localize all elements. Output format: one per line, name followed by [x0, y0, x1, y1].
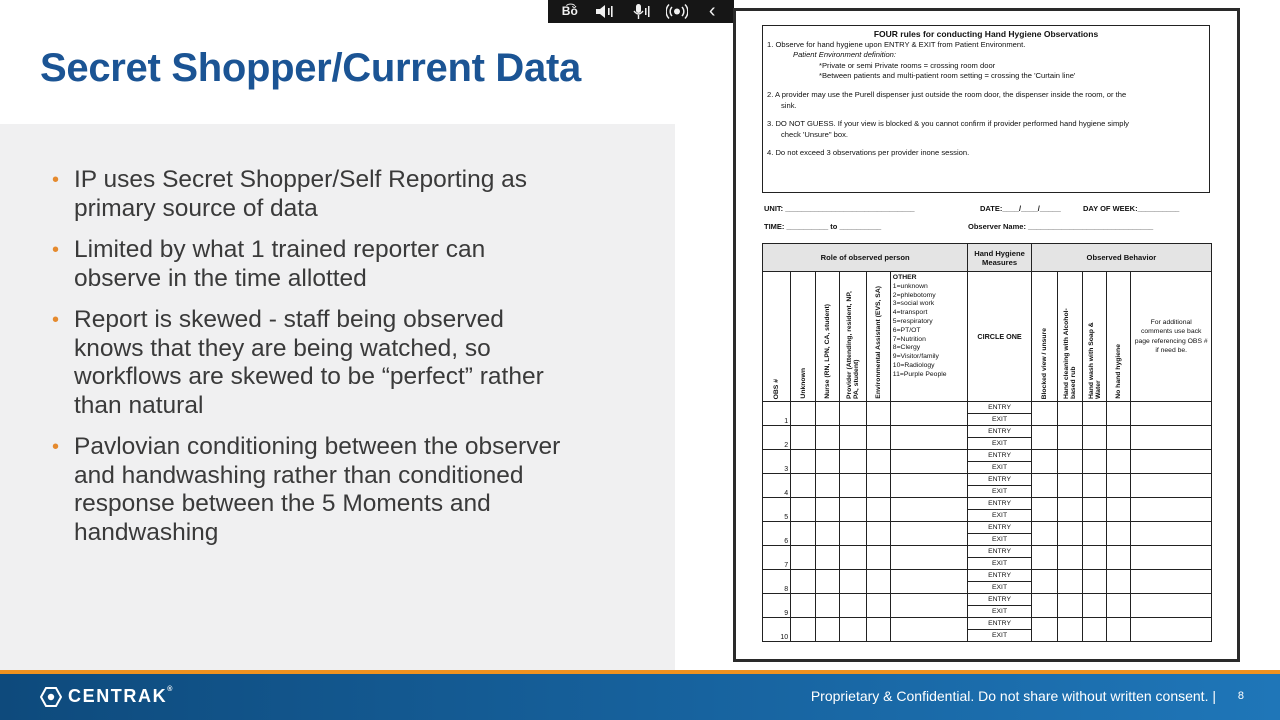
obs-number: 10 — [763, 618, 791, 642]
table-cell — [1031, 426, 1057, 450]
obs-number: 3 — [763, 450, 791, 474]
entry-exit-cell — [968, 618, 1031, 642]
obs-number: 8 — [763, 570, 791, 594]
bullet-marker: • — [52, 239, 60, 261]
page-number: 8 — [1237, 690, 1244, 702]
table-cell — [1031, 402, 1057, 426]
exit-label: EXIT — [968, 413, 1030, 425]
env-label: Environmental Assistant (EVS, SA) — [874, 286, 882, 399]
entry-label: ENTRY — [988, 500, 1011, 507]
table-cell — [866, 546, 890, 570]
table-cell — [1057, 570, 1082, 594]
table-cell — [866, 474, 890, 498]
obs-column — [763, 272, 791, 402]
observer-name-field: Observer Name: ______________________________ — [968, 222, 1154, 231]
table-cell — [840, 546, 866, 570]
other-item: 3=social work — [892, 300, 935, 308]
table-row — [763, 522, 1212, 546]
table-cell — [1083, 450, 1107, 474]
table-cell — [840, 426, 866, 450]
other-title: OTHER — [892, 274, 917, 281]
table-cell — [1131, 546, 1212, 570]
table-cell — [890, 474, 968, 498]
other-item: 4=transport — [892, 309, 928, 317]
table-cell — [1083, 402, 1107, 426]
table-cell — [1131, 570, 1212, 594]
table-cell — [840, 594, 866, 618]
table-cell — [791, 594, 816, 618]
captions-icon[interactable]: B͡ŏ — [561, 4, 578, 18]
entry-label: ENTRY — [988, 548, 1011, 555]
registered-mark: ® — [167, 686, 173, 693]
table-cell — [866, 594, 890, 618]
date-field: DATE:____/____/_____ — [980, 204, 1061, 213]
exit-label: EXIT — [968, 581, 1030, 593]
entry-exit-cell — [968, 450, 1031, 474]
table-row — [763, 570, 1212, 594]
other-item: 2=phlebotomy — [892, 291, 936, 299]
exit-label: EXIT — [968, 557, 1030, 569]
table-cell — [1131, 426, 1212, 450]
table-cell — [840, 570, 866, 594]
rule-1: 1. Observe for hand hygiene upon ENTRY & EXIT from Patient Environment. — [767, 39, 1026, 49]
bullet-item — [52, 236, 572, 293]
table-cell — [890, 570, 968, 594]
table-cell — [1031, 570, 1057, 594]
table-cell — [1107, 546, 1131, 570]
role-header: Role of observed person — [763, 244, 968, 272]
other-item: 11=Purple People — [892, 370, 947, 378]
unit-field: UNIT: _______________________________ — [764, 204, 915, 213]
other-item: 1=unknown — [892, 282, 928, 290]
table-cell — [816, 594, 840, 618]
entry-label: ENTRY — [988, 596, 1011, 603]
table-cell — [1031, 474, 1057, 498]
table-cell — [1107, 522, 1131, 546]
table-cell — [1031, 522, 1057, 546]
other-item: 8=Clergy — [892, 344, 921, 352]
entry-label: ENTRY — [988, 404, 1011, 411]
table-cell — [791, 426, 816, 450]
table-cell — [1031, 618, 1057, 642]
table-cell — [791, 474, 816, 498]
no-hygiene-column — [1107, 272, 1131, 402]
table-cell — [1131, 498, 1212, 522]
table-cell — [866, 450, 890, 474]
table-cell — [1083, 618, 1107, 642]
table-cell — [840, 498, 866, 522]
obs-label: OBS # — [773, 378, 781, 399]
bullet-text: Report is skewed - staff being observed knows that they are being watched, so workflows are skewed to be “perfect” rather than natural — [74, 306, 544, 419]
bullet-text: IP uses Secret Shopper/Self Reporting as primary source of data — [74, 166, 528, 222]
rules-box — [762, 25, 1210, 193]
bullet-marker: • — [52, 309, 60, 331]
obs-number: 2 — [763, 426, 791, 450]
table-row — [763, 498, 1212, 522]
obs-number: 4 — [763, 474, 791, 498]
table-cell — [791, 570, 816, 594]
entry-label: ENTRY — [988, 476, 1011, 483]
table-cell — [1031, 498, 1057, 522]
table-cell — [816, 474, 840, 498]
table-cell — [1057, 402, 1082, 426]
entry-exit-cell — [968, 522, 1031, 546]
exit-label: EXIT — [968, 461, 1030, 473]
bullet-text: Pavlovian conditioning between the observer and handwashing rather than conditioned response between the 5 Moments and handwashing — [74, 433, 561, 546]
table-cell — [1107, 426, 1131, 450]
no-hygiene-label: No hand hygiene — [1115, 344, 1123, 399]
table-cell — [890, 594, 968, 618]
observation-rows — [763, 402, 1212, 642]
table-row — [763, 426, 1212, 450]
footer-bar — [0, 674, 1280, 720]
table-cell — [1131, 522, 1212, 546]
table-cell — [816, 522, 840, 546]
table-cell — [816, 570, 840, 594]
env-column — [866, 272, 890, 402]
entry-exit-cell — [968, 402, 1031, 426]
table-cell — [840, 522, 866, 546]
table-cell — [866, 570, 890, 594]
table-cell — [1083, 498, 1107, 522]
unknown-label: Unknown — [799, 368, 807, 399]
table-cell — [866, 522, 890, 546]
cleaning-label: Hand cleaning with Alcohol-based rub — [1062, 308, 1077, 399]
other-item: 5=respiratory — [892, 317, 933, 325]
rule-2-cont: sink. — [781, 100, 797, 110]
table-cell — [890, 402, 968, 426]
nurse-column — [816, 272, 840, 402]
table-cell — [1031, 450, 1057, 474]
microphone-icon[interactable] — [628, 0, 654, 23]
table-cell — [816, 402, 840, 426]
table-cell — [866, 498, 890, 522]
table-cell — [866, 426, 890, 450]
exit-label: EXIT — [968, 437, 1030, 449]
behavior-header: Observed Behavior — [1031, 244, 1211, 272]
entry-exit-cell — [968, 474, 1031, 498]
observation-table — [762, 243, 1212, 642]
rule-4: 4. Do not exceed 3 observations per provider inone session. — [767, 148, 970, 158]
confidential-notice: Proprietary & Confidential. Do not share without written consent. | — [810, 688, 1216, 704]
logo-wordmark: CENTRAK — [68, 686, 168, 706]
table-cell — [840, 618, 866, 642]
table-cell — [791, 546, 816, 570]
other-item: 7=Nutrition — [892, 335, 926, 343]
table-cell — [866, 402, 890, 426]
table-cell — [890, 618, 968, 642]
rule-2: 2. A provider may use the Purell dispenser just outside the room door, the dispenser inside the room, or the — [767, 89, 1127, 99]
exit-label: EXIT — [968, 533, 1030, 545]
table-cell — [890, 546, 968, 570]
table-row — [763, 594, 1212, 618]
table-cell — [890, 426, 968, 450]
exit-label: EXIT — [968, 629, 1030, 641]
table-row — [763, 402, 1212, 426]
wash-column — [1083, 272, 1107, 402]
table-cell — [1107, 402, 1131, 426]
table-cell — [840, 402, 866, 426]
table-cell — [791, 618, 816, 642]
slide-title: Secret Shopper/Current Data — [40, 46, 581, 90]
table-cell — [1107, 498, 1131, 522]
entry-exit-cell — [968, 498, 1031, 522]
rule-1-a: *Private or semi Private rooms = crossing room door — [819, 60, 996, 70]
table-cell — [1057, 426, 1082, 450]
obs-number: 1 — [763, 402, 791, 426]
table-cell — [840, 450, 866, 474]
blocked-label: Blocked view / unsure — [1040, 327, 1048, 399]
rule-1-b: *Between patients and multi-patient room setting = crossing the 'Curtain line' — [819, 71, 1076, 81]
exit-label: EXIT — [968, 485, 1030, 497]
obs-number: 7 — [763, 546, 791, 570]
table-cell — [1131, 594, 1212, 618]
nurse-label: Nurse (RN, LPN, CA, student) — [824, 304, 832, 399]
table-cell — [890, 522, 968, 546]
table-cell — [1083, 594, 1107, 618]
entry-label: ENTRY — [988, 428, 1011, 435]
table-cell — [816, 450, 840, 474]
entry-exit-cell — [968, 426, 1031, 450]
provider-label: Provider (Attending, resident, NP, PA, student) — [846, 291, 861, 399]
circle-one-label: CIRCLE ONE — [968, 272, 1031, 402]
rule-1-definition: Patient Environment definition: — [793, 50, 896, 60]
entry-label: ENTRY — [988, 524, 1011, 531]
table-cell — [816, 426, 840, 450]
table-cell — [1031, 594, 1057, 618]
table-cell — [866, 618, 890, 642]
bullet-marker: • — [52, 169, 60, 191]
broadcast-icon[interactable] — [664, 0, 690, 23]
table-cell — [1057, 498, 1082, 522]
table-cell — [1107, 474, 1131, 498]
rule-3-cont: check 'Unsure" box. — [781, 129, 849, 139]
table-cell — [1083, 474, 1107, 498]
table-row — [763, 450, 1212, 474]
bullet-marker: • — [52, 436, 60, 458]
table-cell — [1057, 450, 1082, 474]
table-cell — [840, 474, 866, 498]
table-cell — [791, 498, 816, 522]
bullet-item — [52, 306, 572, 420]
provider-column — [840, 272, 866, 402]
day-of-week-field: DAY OF WEEK:__________ — [1083, 204, 1180, 213]
table-cell — [1107, 618, 1131, 642]
measures-header: Hand Hygiene Measures — [968, 244, 1031, 272]
table-cell — [890, 498, 968, 522]
table-cell — [1131, 450, 1212, 474]
table-cell — [1131, 402, 1212, 426]
table-cell — [1057, 474, 1082, 498]
table-cell — [1083, 522, 1107, 546]
table-row — [763, 618, 1212, 642]
time-field: TIME: __________ to __________ — [764, 222, 882, 231]
table-cell — [816, 618, 840, 642]
centrak-logo — [40, 686, 172, 707]
observation-form-image — [733, 8, 1240, 662]
table-cell — [890, 450, 968, 474]
table-cell — [1083, 570, 1107, 594]
logo-text — [68, 686, 172, 707]
table-cell — [1057, 546, 1082, 570]
media-toolbar — [548, 0, 734, 23]
bullet-text: Limited by what 1 trained reporter can observe in the time allotted — [74, 236, 486, 292]
bullet-item — [52, 433, 572, 547]
entry-exit-cell — [968, 570, 1031, 594]
table-cell — [791, 450, 816, 474]
other-column — [890, 272, 968, 402]
table-cell — [1131, 618, 1212, 642]
wash-label: Hand wash with Soap & Water — [1087, 322, 1102, 399]
entry-label: ENTRY — [988, 620, 1011, 627]
table-cell — [1057, 522, 1082, 546]
table-cell — [1057, 618, 1082, 642]
table-row — [763, 474, 1212, 498]
obs-number: 9 — [763, 594, 791, 618]
table-cell — [791, 522, 816, 546]
bullet-item — [52, 166, 572, 223]
table-cell — [1107, 594, 1131, 618]
table-row — [763, 546, 1212, 570]
entry-exit-cell — [968, 594, 1031, 618]
rule-3: 3. DO NOT GUESS. If your view is blocked & you cannot confirm if provider performed hand hygiene simply — [767, 119, 1129, 129]
table-cell — [791, 402, 816, 426]
table-cell — [1083, 426, 1107, 450]
table-cell — [816, 498, 840, 522]
obs-number: 6 — [763, 522, 791, 546]
other-item: 10=Radiology — [892, 361, 935, 369]
table-cell — [1083, 546, 1107, 570]
exit-label: EXIT — [968, 509, 1030, 521]
entry-label: ENTRY — [988, 452, 1011, 459]
exit-label: EXIT — [968, 605, 1030, 617]
blocked-column — [1031, 272, 1057, 402]
centrak-logo-icon — [40, 687, 62, 707]
rules-title: FOUR rules for conducting Hand Hygiene Observations — [873, 29, 1099, 39]
bullet-list — [52, 166, 572, 560]
additional-comments-label: For additional comments use back page referencing OBS # if need be. — [1131, 272, 1212, 402]
table-cell — [1031, 546, 1057, 570]
other-item: 9=Visitor/family — [892, 353, 939, 361]
entry-exit-cell — [968, 546, 1031, 570]
table-cell — [816, 546, 840, 570]
table-cell — [1107, 570, 1131, 594]
unknown-column — [791, 272, 816, 402]
other-item: 6=PT/OT — [892, 326, 921, 334]
table-cell — [1107, 450, 1131, 474]
obs-number: 5 — [763, 498, 791, 522]
table-cell — [1057, 594, 1082, 618]
entry-label: ENTRY — [988, 572, 1011, 579]
volume-icon[interactable] — [592, 0, 618, 23]
table-cell — [1131, 474, 1212, 498]
collapse-chevron-icon[interactable]: ‹ — [708, 0, 716, 22]
cleaning-column — [1057, 272, 1082, 402]
